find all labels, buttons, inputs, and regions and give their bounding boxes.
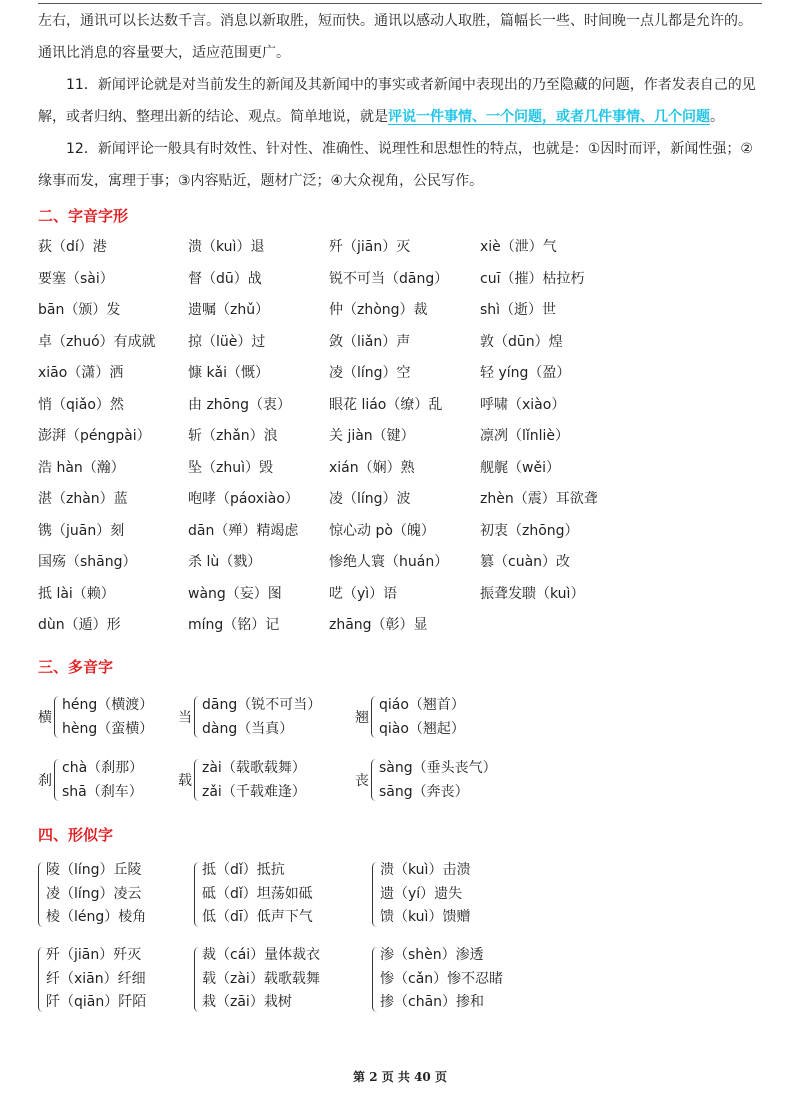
table-cell: 轻 yíng（盈）: [480, 365, 571, 381]
table-cell: 浩 hàn（瀚）: [38, 459, 125, 476]
table-cell: 惊心动 pò（魄）: [329, 522, 435, 539]
table-cell: 舰艉（wěi）: [480, 459, 560, 476]
polyphone-reading: sàng（垂头丧气）: [379, 760, 497, 776]
table-row: [38, 610, 768, 642]
polyphone-group: [178, 756, 306, 804]
polyphone-reading: sāng（奔丧）: [379, 784, 469, 800]
similar-char-item: 栽（zāi）栽树: [202, 994, 292, 1010]
table-cell: dān（殚）精竭虑: [188, 522, 299, 539]
polyphone-group: [178, 693, 321, 741]
similar-char-item: 低（dī）低声下气: [202, 909, 313, 925]
similar-char-item: 溃（kuì）击溃: [380, 862, 471, 878]
section-title-pronunciation: 二、字音字形: [38, 207, 129, 225]
similar-char-group: [38, 944, 146, 1015]
polyphone-reading: dàng（当真）: [202, 721, 294, 737]
polyphone-reading: zài（载歌载舞）: [202, 760, 306, 776]
brace-icon: [38, 862, 44, 927]
polyphone-char: 横: [38, 710, 52, 726]
table-cell: 卓（zhuó）有成就: [38, 333, 156, 350]
brace-icon: [38, 947, 44, 1012]
table-row: [38, 264, 768, 296]
paragraph-text: 11．新闻评论就是对当前发生的新闻及其新闻中的事实或者新闻中表现出的乃至隐藏的问题，作者发表自己的见解，或者归纳、整理出新的结论、观点。简单地说，就是: [38, 77, 756, 125]
section-title-polyphones: 三、多音字: [38, 658, 114, 676]
brace-icon: [54, 759, 60, 801]
table-cell: 锐不可当（dāng）: [329, 270, 449, 287]
table-cell: wàng（妄）图: [188, 585, 282, 602]
table-cell: zhèn（震）耳欲聋: [480, 491, 598, 507]
table-cell: 篡（cuàn）改: [480, 554, 571, 570]
polyphone-reading: qiáo（翘首）: [379, 697, 465, 713]
brace-icon: [194, 759, 200, 801]
similar-char-item: 裁（cái）量体裁衣: [202, 947, 321, 963]
similar-char-item: 纤（xiān）纤细: [46, 970, 146, 987]
polyphone-group: [355, 693, 465, 741]
table-row: [38, 547, 768, 579]
polyphone-char: 载: [178, 773, 192, 789]
table-cell: 初衷（zhōng）: [480, 522, 579, 539]
table-cell: 荻（dí）港: [38, 239, 107, 255]
table-row: [38, 516, 768, 548]
polyphone-reading: dāng（锐不可当）: [202, 697, 322, 713]
table-cell: 咆哮（páoxiào）: [188, 491, 299, 507]
table-cell: 悄（qiǎo）然: [38, 396, 124, 413]
polyphone-reading: héng（横渡）: [62, 697, 154, 713]
table-row: [38, 484, 768, 516]
polyphone-reading: shā（刹车）: [62, 784, 143, 800]
similar-char-item: 棱（léng）棱角: [46, 909, 147, 925]
table-cell: bān（颁）发: [38, 302, 121, 318]
similar-char-group: [372, 944, 503, 1015]
polyphone-char: 刹: [38, 773, 52, 789]
table-cell: shì（逝）世: [480, 302, 557, 318]
highlighted-text: 评说一件事情、一个问题，或者几件事情、几个问题: [388, 109, 710, 125]
similar-char-item: 抵（dǐ）抵抗: [202, 862, 285, 878]
polyphone-char: 翘: [355, 710, 369, 726]
table-row: [38, 453, 768, 485]
table-row: [38, 421, 768, 453]
similar-char-group: [194, 859, 313, 930]
table-cell: dùn（遁）形: [38, 617, 121, 633]
table-cell: 湛（zhàn）蓝: [38, 491, 128, 507]
table-cell: zhāng（彰）显: [329, 617, 428, 633]
table-cell: 国殇（shāng）: [38, 554, 137, 570]
page-number: 第 2 页 共 40 页: [353, 1070, 447, 1084]
similar-char-item: 凌（líng）凌云: [46, 885, 142, 902]
brace-icon: [371, 696, 377, 738]
pronunciation-table: [38, 232, 768, 642]
brace-icon: [54, 696, 60, 738]
table-row: [38, 390, 768, 422]
similar-char-group: [372, 859, 470, 930]
header-rule: [38, 3, 762, 4]
brace-icon: [371, 759, 377, 801]
brace-icon: [194, 696, 200, 738]
table-cell: 凌（líng）空: [329, 365, 411, 381]
polyphone-group: [38, 693, 153, 741]
paragraph-text: 12．新闻评论一般具有时效性、针对性、准确性、说理性和思想性的特点，也就是：①因时而评，新闻性强；②缘事而发，寓理于事；③内容贴近，题材广泛；④大众视角，公民写作。: [38, 141, 753, 189]
similar-char-item: 掺（chān）掺和: [380, 994, 485, 1010]
table-cell: 镌（juān）刻: [38, 522, 125, 539]
table-cell: 杀 lù（戮）: [188, 554, 262, 570]
paragraph-continued: [38, 5, 764, 69]
table-row: [38, 295, 768, 327]
table-row: [38, 358, 768, 390]
table-cell: 慷 kǎi（慨）: [188, 365, 270, 381]
table-cell: cuī（摧）枯拉朽: [480, 270, 585, 287]
table-cell: 遗嘱（zhǔ）: [188, 302, 270, 318]
table-cell: xián（娴）熟: [329, 459, 415, 476]
table-cell: 惨绝人寰（huán）: [329, 554, 449, 570]
table-cell: 要塞（sài）: [38, 270, 114, 287]
table-row: [38, 579, 768, 611]
similar-char-item: 馈（kuì）馈赠: [380, 909, 471, 925]
table-cell: 歼（jiān）灭: [329, 239, 411, 255]
table-cell: 敛（liǎn）声: [329, 333, 411, 350]
table-cell: 敦（dūn）煌: [480, 333, 563, 350]
section-title-similar-chars: 四、形似字: [38, 826, 114, 844]
table-cell: 呼啸（xiào）: [480, 396, 566, 413]
table-cell: 坠（zhuì）毁: [188, 459, 273, 476]
polyphone-reading: chà（刹那）: [62, 760, 144, 776]
similar-char-item: 遗（yí）遗失: [380, 885, 463, 902]
table-cell: 凌（líng）波: [329, 491, 411, 507]
brace-icon: [372, 947, 378, 1012]
similar-char-item: 渗（shèn）渗透: [380, 947, 484, 963]
paragraph-text: 左右，通讯可以长达数千言。消息以新取胜，短而快。通讯以感动人取胜，篇幅长一些、时间晚一点儿都是允许的。通讯比消息的容量要大，适应范围更广。: [38, 13, 752, 61]
table-cell: 振聋发聩（kuì）: [480, 585, 585, 602]
similar-char-item: 载（zài）载歌载舞: [202, 970, 320, 987]
table-cell: 掠（lüè）过: [188, 333, 266, 350]
table-cell: xiè（泄）气: [480, 239, 557, 255]
polyphone-group: [38, 756, 143, 804]
paragraph-12: [38, 133, 764, 197]
paragraph-text: 。: [710, 109, 724, 125]
polyphone-group: [355, 756, 497, 804]
similar-char-item: 歼（jiān）歼灭: [46, 947, 142, 963]
brace-icon: [194, 947, 200, 1012]
table-cell: 斩（zhǎn）浪: [188, 428, 278, 444]
table-row: [38, 327, 768, 359]
table-row: [38, 232, 768, 264]
polyphone-reading: hèng（蛮横）: [62, 721, 154, 737]
table-cell: 抵 lài（赖）: [38, 585, 115, 602]
table-cell: 由 zhōng（衷）: [188, 396, 291, 413]
table-cell: 溃（kuì）退: [188, 239, 265, 255]
similar-char-item: 惨（cǎn）惨不忍睹: [380, 970, 504, 987]
table-cell: 呓（yì）语: [329, 585, 398, 602]
similar-char-item: 陵（líng）丘陵: [46, 862, 142, 878]
polyphone-char: 丧: [355, 773, 369, 789]
table-cell: xiāo（潇）洒: [38, 365, 124, 381]
similar-char-group: [38, 859, 146, 930]
brace-icon: [194, 862, 200, 927]
table-cell: 督（dū）战: [188, 270, 262, 287]
polyphone-reading: qiào（翘起）: [379, 721, 465, 737]
table-cell: 凛冽（lǐnliè）: [480, 428, 570, 444]
table-cell: míng（铭）记: [188, 617, 280, 633]
table-cell: 眼花 liáo（缭）乱: [329, 396, 443, 413]
table-cell: 关 jiàn（键）: [329, 428, 415, 444]
similar-char-item: 砥（dǐ）坦荡如砥: [202, 885, 313, 902]
table-cell: 澎湃（péngpài）: [38, 428, 151, 444]
polyphone-reading: zǎi（千载难逢）: [202, 784, 306, 800]
similar-char-group: [194, 944, 320, 1015]
polyphone-char: 当: [178, 710, 192, 726]
table-cell: 仲（zhòng）裁: [329, 302, 428, 318]
similar-char-item: 阡（qiān）阡陌: [46, 994, 147, 1010]
paragraph-11: [38, 69, 764, 133]
brace-icon: [372, 862, 378, 927]
